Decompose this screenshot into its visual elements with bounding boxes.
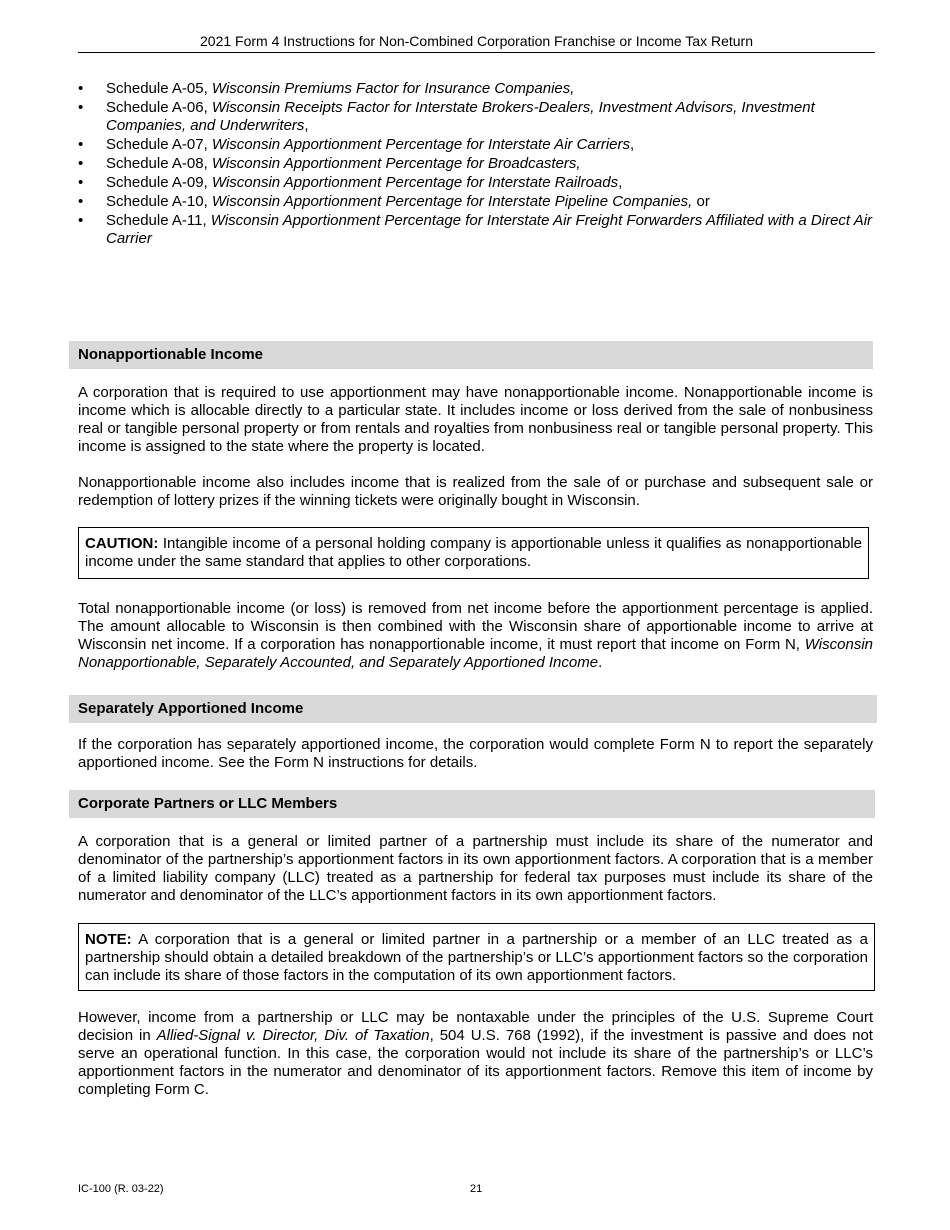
caution-label: CAUTION: — [85, 535, 159, 552]
schedule-title: Wisconsin Apportionment Percentage for Interstate Air Carriers — [211, 136, 631, 153]
p2-end: , 504 U.S. 768 (1992), if the investment is passive and does not serve an operational function. In this case, the corporation would not include its share of the partnership’s or LLC’s apportionment factors in the numerator and denominator of its apportionment factors. Remove this item of income by completing Form C. — [78, 1027, 873, 1098]
list-item — [78, 212, 873, 248]
schedule-suffix: or — [692, 193, 710, 210]
case-name: Allied-Signal v. Director, Div. of Taxation — [156, 1027, 430, 1044]
note-text: A corporation that is a general or limited partner in a partnership or a member of an LLC treated as a partnership should obtain a detailed breakdown of the partnership’s or LLC’s apportionment factors so the corporation can include its share of those factors in the computation of its own apportionment factors. — [85, 931, 868, 984]
schedule-title: Wisconsin Premiums Factor for Insurance Companies, — [211, 80, 575, 97]
footer-page-number: 21 — [470, 1183, 483, 1195]
form-n-title: Wisconsin Nonapportionable, Separately Accounted, and Separately Apportioned Income — [78, 636, 873, 671]
schedule-code: Schedule A-11, — [106, 212, 211, 229]
bullet: • — [78, 136, 84, 153]
nonapportionable-paragraph-2: Nonapportionable income also includes income that is realized from the sale of or purchase and subsequent sale or redemption of lottery prizes if the winning tickets were originally bought in Wisconsin. — [78, 474, 873, 509]
schedule-code: Schedule A-05, — [106, 80, 212, 97]
schedule-title: Wisconsin Receipts Factor for Interstate Brokers-Dealers, Investment Advisors, Investment Companies, and Underwriters — [106, 99, 815, 134]
page-header: 2021 Form 4 Instructions for Non-Combined Corporation Franchise or Income Tax Return — [78, 33, 875, 53]
caution-text: Intangible income of a personal holding company is apportionable unless it qualifies as nonapportionable income under the same standard that applies to other corporations. — [85, 535, 862, 570]
schedule-title: Wisconsin Apportionment Percentage for Broadcasters, — [211, 155, 581, 172]
note-label: NOTE: — [85, 931, 132, 948]
schedule-code: Schedule A-09, — [106, 174, 212, 191]
bullet: • — [78, 212, 84, 229]
separately-paragraph-1: If the corporation has separately apportioned income, the corporation would complete Form N to report the separately apportioned income. See the Form N instructions for details. — [78, 736, 873, 771]
bullet: • — [78, 174, 84, 191]
schedule-list — [78, 80, 873, 249]
p3-end: . — [598, 654, 603, 671]
partners-paragraph-2 — [78, 1009, 873, 1099]
schedule-title: Wisconsin Apportionment Percentage for Interstate Railroads — [211, 174, 619, 191]
schedule-title: Wisconsin Apportionment Percentage for Interstate Air Freight Forwarders Affiliated with a Direct Air Carrier — [106, 212, 873, 247]
schedule-title: Wisconsin Apportionment Percentage for Interstate Pipeline Companies, — [211, 193, 693, 210]
bullet: • — [78, 80, 84, 97]
section-heading-partners: Corporate Partners or LLC Members — [69, 790, 875, 818]
note-box — [78, 923, 875, 991]
schedule-suffix: , — [304, 117, 309, 134]
bullet: • — [78, 193, 84, 210]
list-item — [78, 80, 873, 98]
partners-paragraph-1: A corporation that is a general or limited partner of a partnership must include its share of the numerator and denominator of the partnership’s apportionment factors in its own apportionment factors. A corporation that is a member of a limited liability company (LLC) treated as a partnership for federal tax purposes must include its share of the numerator and denominator of the LLC’s apportionment factors in its own apportionment factors. — [78, 833, 873, 904]
section-heading-nonapportionable: Nonapportionable Income — [69, 341, 873, 369]
list-item — [78, 155, 873, 173]
nonapportionable-paragraph-1: A corporation that is required to use apportionment may have nonapportionable income. Nonapportionable income is income which is allocable directly to a particular state. It includes income or loss derived from the sale of nonbusiness real or tangible personal property or from rentals and royalties from nonbusiness real or tangible personal property. This income is assigned to the state where the property is located. — [78, 384, 873, 455]
caution-box — [78, 527, 869, 579]
bullet: • — [78, 155, 84, 172]
schedule-code: Schedule A-06, — [106, 99, 212, 116]
schedule-code: Schedule A-07, — [106, 136, 212, 153]
bullet: • — [78, 99, 84, 116]
p3-text: Total nonapportionable income (or loss) is removed from net income before the apportionment percentage is applied. The amount allocable to Wisconsin is then combined with the Wisconsin share of apportionable income to arrive at Wisconsin net income. If a corporation has nonapportionable income, it must report that income on Form N, — [78, 600, 873, 653]
list-item — [78, 99, 873, 135]
nonapportionable-paragraph-3 — [78, 600, 873, 672]
section-heading-separately: Separately Apportioned Income — [69, 695, 877, 723]
schedule-suffix: , — [630, 136, 635, 153]
p2-text: However, income from a partnership or LLC may be nontaxable under the principles of the U.S. Supreme Court decision in — [78, 1009, 873, 1044]
footer-form-id: IC-100 (R. 03-22) — [78, 1183, 164, 1195]
list-item — [78, 193, 873, 211]
schedule-suffix: , — [618, 174, 623, 191]
schedule-code: Schedule A-08, — [106, 155, 212, 172]
schedule-code: Schedule A-10, — [106, 193, 212, 210]
list-item — [78, 174, 873, 192]
list-item — [78, 136, 873, 154]
